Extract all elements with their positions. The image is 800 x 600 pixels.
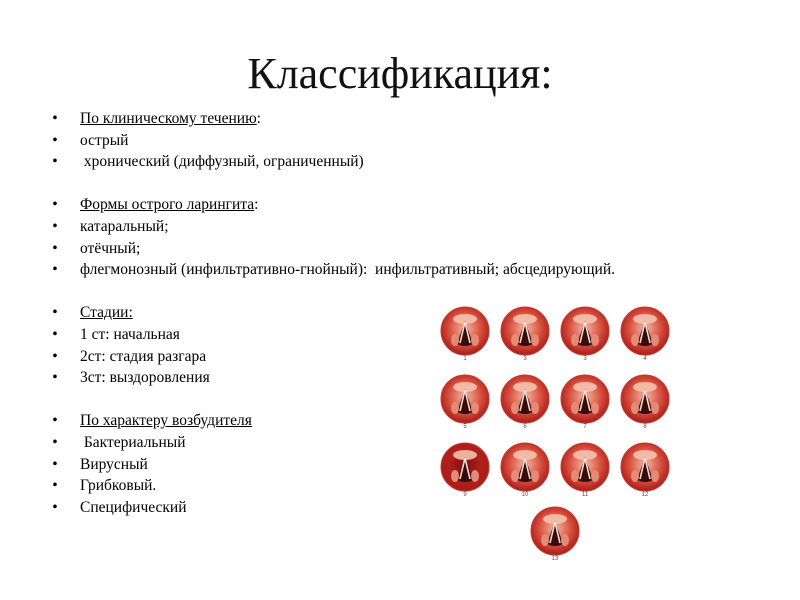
bullet-icon: • <box>52 498 58 516</box>
section-heading: Формы острого ларингита <box>80 196 255 214</box>
larynx-illustration <box>440 374 490 434</box>
list-item: • По клиническому течению: <box>48 108 768 130</box>
list-item: • Грибковый. <box>48 475 768 497</box>
illustration-number: 8 <box>643 424 647 430</box>
bullet-icon: • <box>52 369 58 387</box>
bullet-icon: • <box>52 477 58 495</box>
larynx-illustration <box>620 374 670 434</box>
illustration-number: 4 <box>643 356 647 362</box>
list-item: • катаральный; <box>48 216 768 238</box>
list-item: • Формы острого ларингита: <box>48 194 768 216</box>
list-item: • Специфический <box>48 497 768 519</box>
list-item: • 2ст: стадия разгара <box>48 346 768 368</box>
illustration-number: 3 <box>523 356 527 362</box>
larynx-illustration <box>530 506 580 566</box>
illustration-number: 3 <box>583 356 587 362</box>
illustration-number: 12 <box>641 492 649 498</box>
illustration-number: 7 <box>583 424 587 430</box>
larynx-illustration <box>500 374 550 434</box>
bullet-icon: • <box>52 217 58 235</box>
slide-title: Классификация: <box>247 49 553 98</box>
list-item: • 3ст: выздоровления <box>48 367 768 389</box>
illustration-number: 11 <box>581 492 589 498</box>
list-item: • Бактериальный <box>48 432 768 454</box>
illustration-number: 9 <box>463 492 467 498</box>
illustration-number: 10 <box>521 492 529 498</box>
larynx-illustration <box>620 306 670 366</box>
bullet-icon: • <box>52 131 58 149</box>
larynx-illustration <box>440 442 490 502</box>
list-item: • Вирусный <box>48 454 768 476</box>
larynx-illustration <box>440 306 490 366</box>
list-item: • хронический (диффузный, ограниченный) <box>48 151 768 173</box>
bullet-icon: • <box>52 261 58 279</box>
bullet-icon: • <box>52 455 58 473</box>
section-heading: По клиническому течению <box>80 110 257 127</box>
bullet-icon: • <box>52 239 58 257</box>
larynx-illustration <box>560 442 610 502</box>
bullet-icon: • <box>52 325 58 343</box>
larynx-illustration <box>620 442 670 502</box>
section-heading: По характеру возбудителя <box>80 412 252 430</box>
bullet-icon: • <box>52 196 58 214</box>
section-heading: Стадии: <box>80 304 133 322</box>
list-item: • 1 ст: начальная <box>48 324 768 346</box>
bullet-icon: • <box>52 347 58 365</box>
larynx-illustration <box>500 442 550 502</box>
bullet-icon: • <box>52 110 58 127</box>
larynx-illustration <box>560 374 610 434</box>
list-item: • отёчный; <box>48 238 768 260</box>
larynx-illustrations <box>440 306 690 562</box>
illustration-number: 5 <box>463 424 467 430</box>
list-item: • флегмонозный (инфильтративно-гнойный): инфильтративный; абсцедирующий. <box>48 259 768 281</box>
illustration-number: 1 <box>463 356 467 362</box>
bullet-icon: • <box>52 412 58 430</box>
illustration-number: 13 <box>551 556 559 562</box>
bullet-icon: • <box>52 153 58 171</box>
larynx-illustration <box>500 306 550 366</box>
larynx-illustration <box>560 306 610 366</box>
bullet-icon: • <box>52 304 58 322</box>
list-item: • острый <box>48 130 768 152</box>
illustration-number: 6 <box>523 424 527 430</box>
bullet-icon: • <box>52 433 58 451</box>
